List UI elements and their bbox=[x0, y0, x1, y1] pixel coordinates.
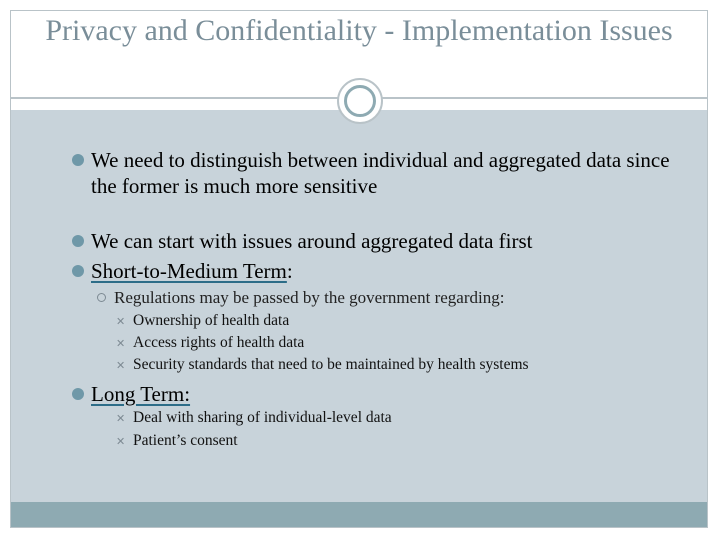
bullet-heading: Long Term: bbox=[91, 382, 191, 406]
sub-bullet-item bbox=[114, 287, 674, 309]
list-item: Patient’s consent bbox=[133, 432, 238, 449]
bullet-item bbox=[91, 381, 681, 407]
list-item: Access rights of health data bbox=[133, 334, 305, 351]
list-item: Ownership of health data bbox=[133, 312, 290, 329]
x-mark-bullet-icon: ✕ bbox=[116, 315, 126, 328]
x-mark-bullet-icon: ✕ bbox=[116, 359, 126, 372]
x-mark-bullet-icon: ✕ bbox=[116, 435, 126, 448]
sub-bullet-suffix: : bbox=[499, 288, 505, 307]
bullet-heading: Short-to-Medium Term bbox=[91, 259, 287, 283]
bullet-item: We need to distinguish between individual and aggregated data since the former is much more sensitive bbox=[91, 148, 670, 198]
x-mark-bullet-icon: ✕ bbox=[116, 337, 126, 350]
filled-circle-bullet-icon bbox=[72, 235, 84, 247]
bullet-suffix: : bbox=[286, 259, 293, 283]
list-item: Security standards that need to be maintained by health systems bbox=[133, 356, 529, 373]
bullet-item bbox=[91, 258, 681, 284]
slide-title: Privacy and Confidentiality - Implementation Issues bbox=[45, 14, 673, 47]
filled-circle-bullet-icon bbox=[72, 388, 84, 400]
filled-circle-bullet-icon bbox=[72, 265, 84, 277]
filled-circle-bullet-icon bbox=[72, 154, 84, 166]
x-mark-bullet-icon: ✕ bbox=[116, 412, 126, 425]
sub-bullet-text: Regulations may be passed by the government regarding bbox=[114, 288, 500, 307]
hollow-circle-bullet-icon bbox=[97, 293, 106, 302]
bullet-item: We can start with issues around aggregated data first bbox=[91, 229, 533, 253]
list-item: Deal with sharing of individual-level data bbox=[133, 409, 392, 426]
